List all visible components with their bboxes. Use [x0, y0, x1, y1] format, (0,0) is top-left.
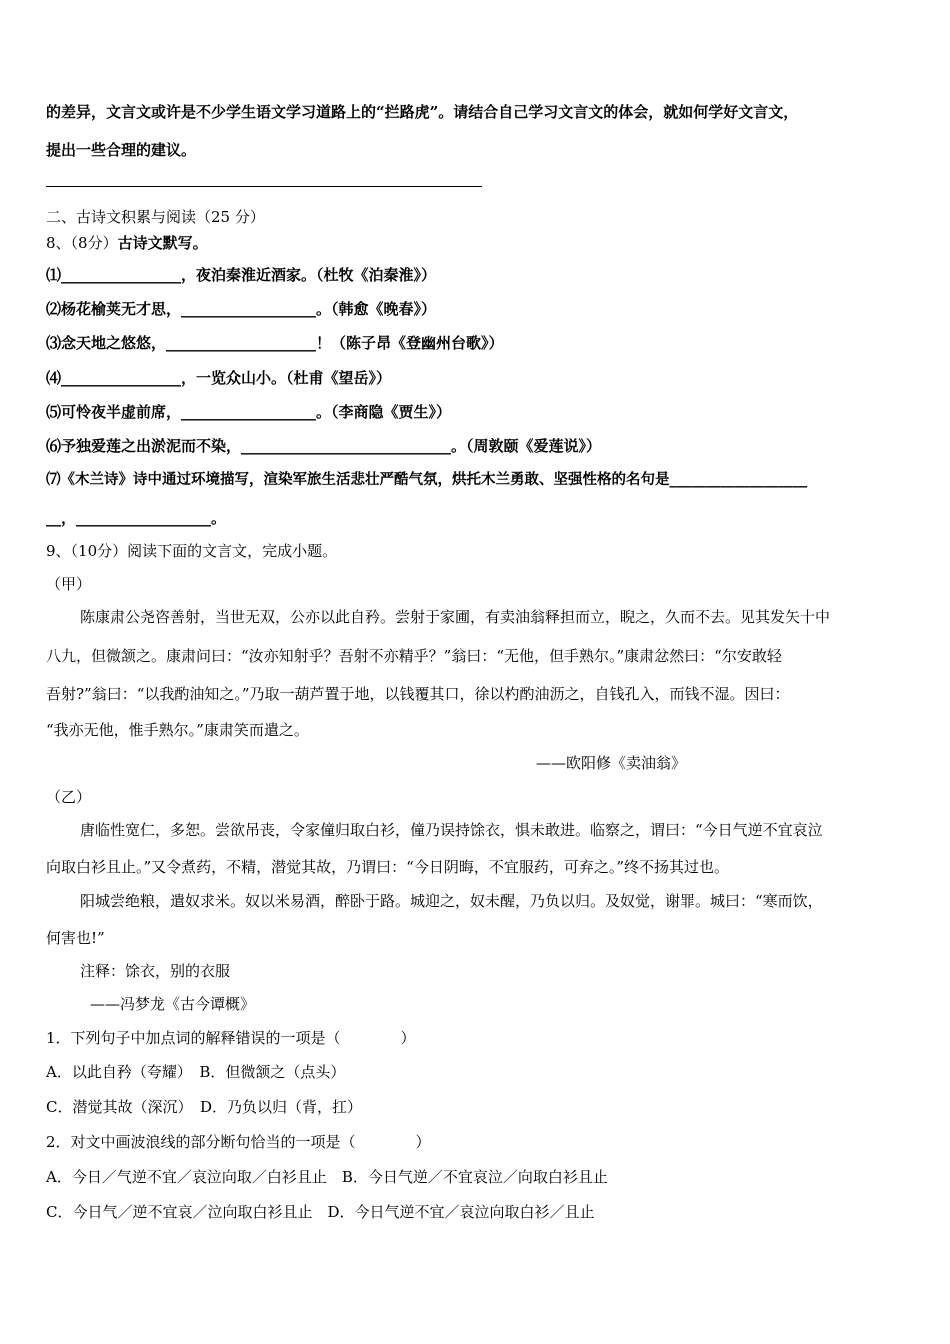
- passage-jia-label: （甲）: [46, 575, 92, 593]
- jia-line-4: “我亦无他，惟手熟尔。”康肃笑而遣之。: [46, 721, 309, 739]
- q8-number: 8、（8分）: [46, 234, 118, 252]
- answer-line: [46, 186, 482, 187]
- jia-line-2: 八九，但微颔之。康肃问曰：“汝亦知射乎？吾射不亦精乎？”翁曰：“无他，但手熟尔。”康肃忿然曰：“尔安敢轻: [46, 647, 782, 665]
- sub1-stem: 1．下列句子中加点词的解释错误的一项是（ ）: [46, 1029, 416, 1047]
- q8-heading: [46, 233, 208, 253]
- section-2-heading: 二、古诗文积累与阅读（25 分）: [46, 208, 265, 226]
- passage-yi-label: （乙）: [46, 788, 92, 806]
- sub2-stem: 2．对文中画波浪线的部分断句恰当的一项是（ ）: [46, 1133, 431, 1151]
- intro-line-2: 提出一些合理的建议。: [46, 141, 197, 159]
- q8-item-7-cont: __，__________________。: [46, 509, 227, 527]
- yi-line-2: 向取白衫且止。”又令煮药，不精，潜觉其故，乃谓曰：“今日阴晦，不宜服药，可弃之。”终不扬其过也。: [46, 858, 730, 876]
- yi-line-4: 何害也!”: [46, 929, 105, 947]
- q8-item-4: ⑷________________，一览众山小。（杜甫《望岳》）: [46, 369, 392, 387]
- q8-title: 古诗文默写。: [117, 234, 208, 252]
- yi-line-3: 阳城尝绝粮，遣奴求米。奴以米易酒，醉卧于路。城迎之，奴未醒，乃负以归。及奴觉，谢罪。城曰：“寒而饮，: [80, 892, 823, 910]
- yi-line-1: 唐临性宽仁，多恕。尝欲吊丧，令家僮归取白衫，僮乃误持馀衣，惧未敢进。临察之，谓曰：“今日气逆不宜哀泣: [80, 821, 823, 839]
- q9-heading: 9、（10分）阅读下面的文言文，完成小题。: [46, 542, 338, 560]
- q8-item-2: ⑵杨花榆荚无才思，__________________。（韩愈《晚春》）: [46, 300, 437, 318]
- sub2-options-ab: A．今日／气逆不宜／哀泣向取／白衫且止 B．今日气逆／不宜哀泣／向取白衫且止: [46, 1168, 608, 1186]
- yi-note: 注释：馀衣，别的衣服: [80, 962, 231, 980]
- q8-item-6: ⑹予独爱莲之出淤泥而不染，____________________________。（周敦颐《爱莲说》）: [46, 437, 602, 455]
- q8-item-1: ⑴________________，夜泊秦淮近酒家。（杜牧《泊秦淮》）: [46, 266, 437, 284]
- jia-source: ——欧阳修《卖油翁》: [536, 754, 687, 772]
- jia-line-1: 陈康肃公尧咨善射，当世无双，公亦以此自矜。尝射于家圃，有卖油翁释担而立，睨之，久而不去。见其发矢十中: [80, 608, 831, 626]
- sub2-options-cd: C．今日气／逆不宜哀／泣向取白衫且止 D．今日气逆不宜／哀泣向取白衫／且止: [46, 1203, 595, 1221]
- q8-item-5: ⑸可怜夜半虚前席，__________________。（李商隐《贾生》）: [46, 403, 452, 421]
- q8-item-7: ⑺《木兰诗》诗中通过环境描写，渲染军旅生活悲壮严酷气氛，烘托木兰勇敢、坚强性格的名句是___________________: [46, 471, 808, 488]
- q8-item-3: ⑶念天地之悠悠，____________________！（陈子昂《登幽州台歌》）: [46, 334, 504, 352]
- jia-line-3: 吾射?”翁曰：“以我酌油知之。”乃取一葫芦置于地，以钱覆其口，徐以杓酌油沥之，自钱孔入，而钱不湿。因曰：: [46, 685, 790, 703]
- yi-source: ——冯梦龙《古今谭概》: [90, 995, 256, 1013]
- intro-line-1: 的差异，文言文或许是不少学生语文学习道路上的“拦路虎”。请结合自己学习文言文的体会，就如何学好文言文，: [46, 103, 799, 121]
- sub1-options-cd: C．潜觉其故（深沉） D．乃负以归（背，扛）: [46, 1098, 363, 1116]
- sub1-options-ab: A．以此自矜（夸耀） B．但微颔之（点头）: [46, 1063, 346, 1081]
